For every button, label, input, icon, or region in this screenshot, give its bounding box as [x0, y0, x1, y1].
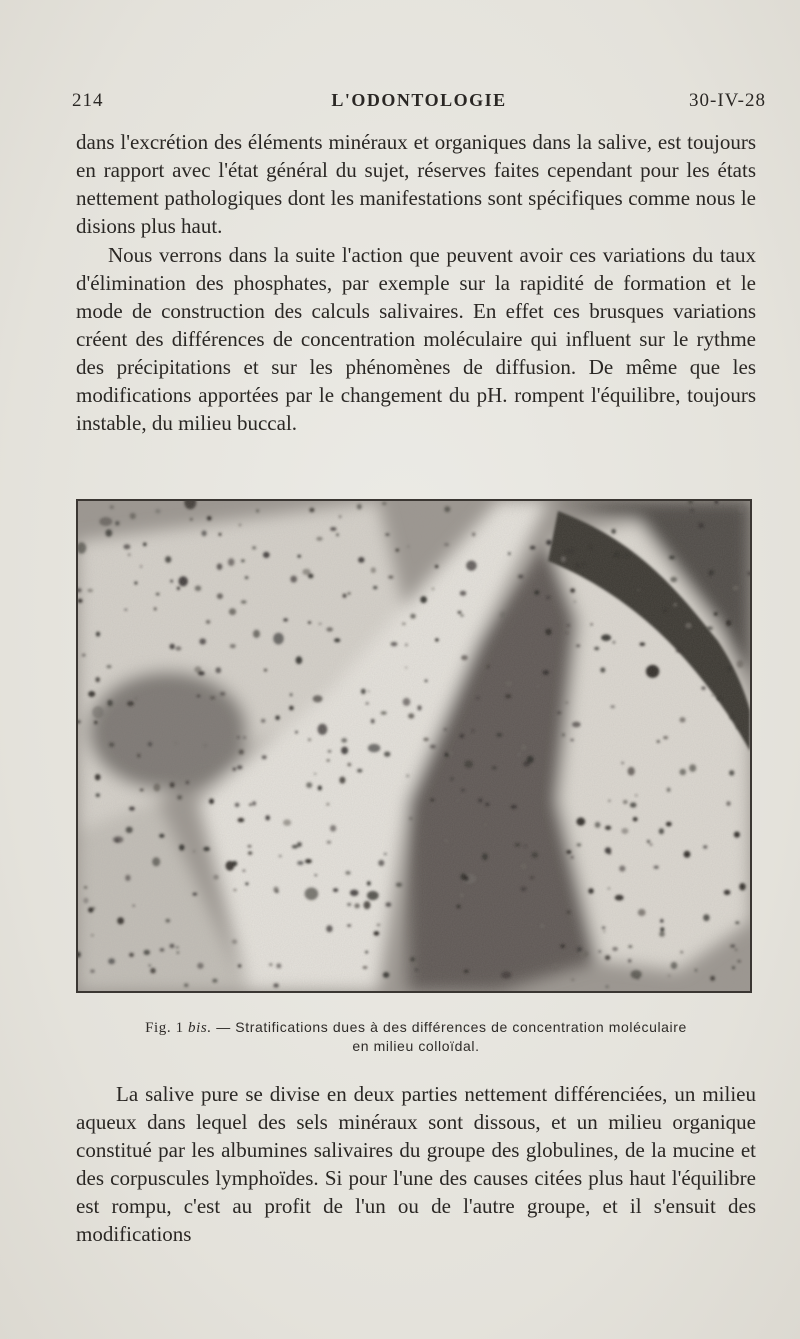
caption-line-1: Fig. 1 bis. — Stratifications dues à des différences de concentration moléculaire	[145, 1019, 687, 1036]
paragraph-2: Nous verrons dans la suite l'action que peuvent avoir ces variations du taux d'élimination des phosphates, par exemple sur la rapidité de formation et le mode de construction des calculs salivaires. En effet ces brusques variations créent des différences de concentration moléculaire qui influent sur le rythme des précipitations et sur les phénomènes de diffusion. De même que les modifications apportées par le changement du pH. rompent l'équilibre, toujours instable, du milieu buccal.	[76, 243, 756, 435]
paragraph-1: dans l'excrétion des éléments minéraux et organiques dans la salive, est toujours en rapport avec l'état général du sujet, réserves faites cependant pour les états nettement pathologiques dont les manifestations sont spécifiques comme nous le disions plus haut.	[76, 130, 756, 238]
micrograph-image	[78, 501, 750, 991]
running-header	[72, 90, 766, 114]
micrograph-figure	[76, 499, 752, 993]
page-number: 214	[72, 90, 104, 111]
figure-label: Fig. 1 bis.	[145, 1020, 212, 1036]
caption-line-2: en milieu colloïdal.	[352, 1038, 480, 1054]
journal-title: L'ODONTOLOGIE	[331, 90, 507, 110]
figure-caption	[76, 1018, 756, 1055]
paragraph-3: La salive pure se divise en deux parties nettement différenciées, un milieu aqueux dans lequel des sels minéraux sont dissous, et un milieu organique constitué par les albumines salivaires du groupe des globulines, de la mucine et des corpuscules lymphoïdes. Si pour l'une des causes citées plus haut l'équilibre est rompu, c'est au profit de l'un ou de l'autre groupe, et il s'ensuit des modifications	[76, 1082, 756, 1246]
issue-date: 30-IV-28	[689, 90, 766, 111]
